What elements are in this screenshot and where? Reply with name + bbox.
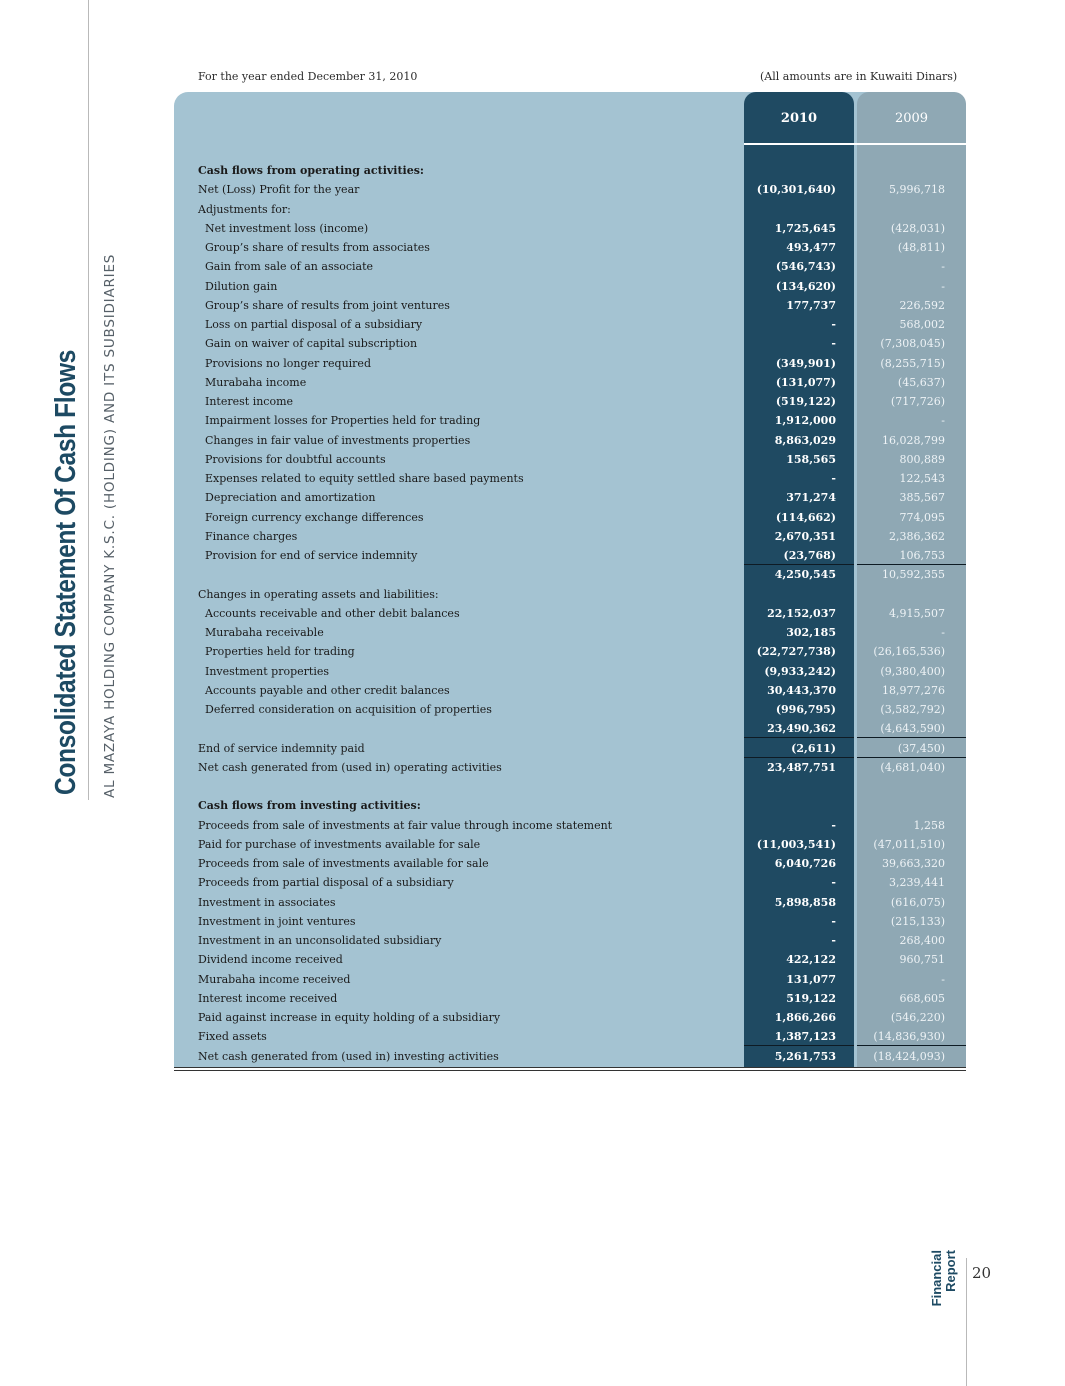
row-label: Gain from sale of an associate [205, 260, 374, 274]
value-2010: (996,795) [775, 703, 836, 716]
value-2010: - [831, 818, 836, 832]
value-2010: - [831, 934, 836, 947]
value-2010: - [831, 318, 836, 331]
column-header-2009: 2009 [894, 111, 929, 126]
section-label-line2: Report [943, 1250, 958, 1292]
value-2010: 1,866,266 [774, 1011, 836, 1024]
row-label: Properties held for trading [205, 645, 355, 659]
table-row [174, 373, 966, 392]
table-row [174, 623, 966, 642]
column-header-2010: 2010 [780, 111, 818, 126]
table-row [174, 835, 966, 854]
table-row [174, 334, 966, 353]
table-row [174, 912, 966, 931]
row-label: Accounts payable and other credit balances [205, 683, 450, 697]
value-2010: 23,490,362 [767, 722, 836, 736]
value-2010: 8,863,029 [774, 433, 836, 447]
value-2010: 422,122 [786, 953, 836, 967]
value-2009: 39,663,320 [882, 857, 945, 870]
table-row [174, 873, 966, 892]
row-label: Group’s share of results from associates [205, 241, 430, 254]
value-2009: (48,811) [897, 241, 945, 254]
row-label: Dilution gain [205, 279, 278, 293]
table-row [174, 989, 966, 1008]
table-row [174, 180, 966, 199]
value-2009: (428,031) [890, 221, 945, 235]
value-2010: 177,737 [786, 298, 836, 312]
table-row [174, 970, 966, 989]
value-2009: (3,582,792) [880, 703, 945, 716]
value-2009: (8,255,715) [880, 356, 945, 370]
section-label [930, 1250, 964, 1330]
row-label: Gain on waiver of capital subscription [205, 337, 418, 351]
value-2009: (37,450) [897, 741, 945, 755]
row-label: Murabaha income received [198, 972, 351, 986]
value-2009: 800,889 [899, 452, 945, 466]
value-2010: 2,670,351 [774, 529, 836, 543]
table-row [174, 450, 966, 469]
value-2009: 1,258 [913, 818, 945, 832]
table-row [174, 681, 966, 700]
value-2010: - [831, 876, 836, 890]
page-title: Consolidated Statement Of Cash Flows [50, 350, 82, 795]
value-2009: (14,836,930) [873, 1030, 945, 1044]
row-label: End of service indemnity paid [198, 741, 365, 755]
value-2009: (4,681,040) [880, 760, 945, 774]
table-row [174, 161, 966, 180]
row-label: Cash flows from operating activities: [198, 164, 424, 177]
value-2010: - [831, 337, 836, 351]
row-label: Dividend income received [198, 953, 343, 967]
table-row [174, 931, 966, 950]
value-2009: (18,424,093) [873, 1049, 945, 1063]
value-2010: - [831, 914, 836, 928]
table-row [174, 739, 966, 758]
value-2010: 6,040,726 [774, 857, 836, 870]
table-row [174, 546, 966, 565]
table-row [174, 508, 966, 527]
value-2010: (114,662) [775, 510, 836, 524]
value-2010: 5,898,858 [774, 895, 836, 909]
table-row [174, 219, 966, 238]
row-label: Investment in joint ventures [198, 914, 356, 928]
value-2009: 5,996,718 [889, 183, 945, 197]
table-bottom-rule [174, 1070, 966, 1071]
value-2010: 1,912,000 [774, 414, 836, 428]
value-2010: (9,933,242) [764, 664, 836, 678]
row-label: Group’s share of results from joint ventures [205, 298, 450, 312]
page-number: 20 [972, 1264, 992, 1282]
value-2009: - [941, 972, 945, 986]
value-2009: (9,380,400) [880, 664, 945, 678]
value-2010: 23,487,751 [767, 760, 836, 774]
value-2010: (134,620) [775, 279, 836, 293]
value-2010: (349,901) [775, 356, 836, 370]
row-label: Depreciation and amortization [205, 491, 376, 505]
value-2009: - [941, 626, 945, 639]
row-label: Investment in associates [198, 895, 336, 909]
row-label: Investment in an unconsolidated subsidiary [198, 934, 442, 947]
table-row [174, 1008, 966, 1027]
value-2009: 18,977,276 [882, 683, 945, 697]
value-2009: (215,133) [890, 914, 945, 928]
row-label: Net cash generated from (used in) operating activities [198, 760, 502, 774]
row-label: Proceeds from partial disposal of a subsidiary [198, 876, 454, 890]
row-label: Changes in fair value of investments properties [205, 433, 471, 447]
value-2009: 4,915,507 [889, 606, 945, 620]
value-2010: 30,443,370 [767, 683, 836, 697]
value-2010: 22,152,037 [767, 606, 836, 620]
value-2010: 371,274 [786, 491, 836, 505]
value-2009: (717,726) [890, 395, 945, 408]
table-row [174, 411, 966, 430]
row-label: Paid for purchase of investments available for sale [198, 837, 481, 851]
row-label: Net investment loss (income) [205, 221, 369, 235]
row-label: Provision for end of service indemnity [205, 549, 418, 562]
row-label: Adjustments for: [198, 202, 291, 216]
value-2009: (546,220) [890, 1011, 945, 1024]
table-row [174, 796, 966, 815]
value-2010: 519,122 [786, 991, 836, 1005]
row-label: Accounts receivable and other debit balances [205, 606, 460, 620]
right-margin-line [966, 1258, 967, 1386]
value-2009: 668,605 [899, 991, 945, 1005]
row-label: Loss on partial disposal of a subsidiary [205, 318, 423, 331]
row-label: Impairment losses for Properties held for trading [205, 414, 481, 428]
value-2009: (26,165,536) [873, 645, 945, 659]
table-row [174, 431, 966, 450]
value-2009: 122,543 [899, 472, 945, 485]
row-label: Interest income received [198, 991, 338, 1005]
value-2010: - [831, 472, 836, 485]
row-label: Deferred consideration on acquisition of properties [205, 703, 492, 716]
row-label: Proceeds from sale of investments available for sale [198, 857, 489, 870]
table-row [174, 854, 966, 873]
value-2009: (45,637) [897, 375, 945, 389]
table-row [174, 565, 966, 584]
value-2010: (10,301,640) [756, 183, 836, 197]
value-2009: 106,753 [899, 549, 945, 562]
row-label: Changes in operating assets and liabilities: [198, 587, 439, 601]
table-row [174, 257, 966, 276]
table-bottom-rule [174, 1067, 966, 1068]
section-label-line1: Financial [929, 1250, 944, 1307]
value-2009: 3,239,441 [889, 876, 945, 890]
table-row [174, 200, 966, 219]
table-row [174, 662, 966, 681]
table-row [174, 816, 966, 835]
table-row [174, 238, 966, 257]
value-2009: 385,567 [899, 491, 945, 505]
row-label: Net (Loss) Profit for the year [198, 183, 360, 197]
value-2009: 10,592,355 [882, 568, 945, 582]
value-2010: (23,768) [783, 549, 836, 562]
value-2010: (22,727,738) [756, 645, 836, 659]
value-2009: (4,643,590) [880, 722, 945, 736]
row-label: Finance charges [205, 529, 298, 543]
table-row [174, 296, 966, 315]
table-row [174, 1047, 966, 1066]
row-label: Net cash generated from (used in) investing activities [198, 1049, 499, 1063]
left-margin-line [88, 0, 89, 800]
table-row [174, 758, 966, 777]
value-2010: (519,122) [775, 395, 836, 408]
value-2009: 774,095 [899, 510, 945, 524]
value-2009: - [941, 414, 945, 428]
value-2009: 2,386,362 [889, 529, 945, 543]
row-label: Murabaha income [205, 375, 307, 389]
row-label: Paid against increase in equity holding of a subsidiary [198, 1011, 501, 1024]
table-row [174, 488, 966, 507]
row-label: Fixed assets [198, 1030, 267, 1044]
table-row [174, 777, 966, 796]
value-2010: 493,477 [786, 241, 836, 254]
value-2010: (546,743) [775, 260, 836, 274]
row-label: Investment properties [205, 664, 329, 678]
row-label: Proceeds from sale of investments at fair value through income statement [198, 818, 613, 832]
row-label: Murabaha receivable [205, 626, 324, 639]
company-name: AL MAZAYA HOLDING COMPANY K.S.C. (HOLDING) AND ITS SUBSIDIARIES [102, 253, 118, 798]
table-row [174, 469, 966, 488]
row-label: Cash flows from investing activities: [198, 799, 421, 813]
period-caption: For the year ended December 31, 2010 [198, 70, 418, 83]
currency-caption: (All amounts are in Kuwaiti Dinars) [760, 70, 958, 83]
value-2010: (131,077) [775, 375, 836, 389]
value-2009: (616,075) [890, 895, 945, 909]
row-label: Interest income [205, 395, 294, 408]
table-row [174, 315, 966, 334]
value-2009: 268,400 [899, 934, 945, 947]
value-2010: 4,250,545 [774, 568, 836, 582]
table-row [174, 585, 966, 604]
value-2009: - [941, 260, 945, 274]
table-row [174, 642, 966, 661]
row-label: Foreign currency exchange differences [205, 510, 424, 524]
value-2010: (11,003,541) [756, 837, 836, 851]
table-row [174, 354, 966, 373]
value-2009: 226,592 [899, 298, 945, 312]
value-2009: (7,308,045) [880, 337, 945, 351]
table-row [174, 893, 966, 912]
table-row [174, 392, 966, 411]
header-divider [744, 143, 966, 145]
table-row [174, 527, 966, 546]
table-row [174, 277, 966, 296]
value-2010: 5,261,753 [774, 1049, 836, 1063]
value-2009: 960,751 [899, 953, 945, 967]
table-row [174, 700, 966, 719]
value-2009: 568,002 [899, 318, 945, 331]
table-row [174, 950, 966, 969]
table-row [174, 604, 966, 623]
value-2009: (47,011,510) [873, 837, 945, 851]
value-2010: (2,611) [791, 741, 836, 755]
value-2010: 131,077 [786, 972, 836, 986]
value-2010: 158,565 [786, 452, 836, 466]
table-row [174, 1027, 966, 1046]
value-2010: 302,185 [786, 626, 836, 639]
value-2009: - [941, 279, 945, 293]
table-row [174, 719, 966, 738]
row-label: Expenses related to equity settled share based payments [205, 472, 524, 485]
value-2009: 16,028,799 [882, 433, 945, 447]
value-2010: 1,387,123 [774, 1030, 836, 1044]
row-label: Provisions for doubtful accounts [205, 452, 386, 466]
value-2010: 1,725,645 [774, 221, 836, 235]
row-label: Provisions no longer required [205, 356, 371, 370]
